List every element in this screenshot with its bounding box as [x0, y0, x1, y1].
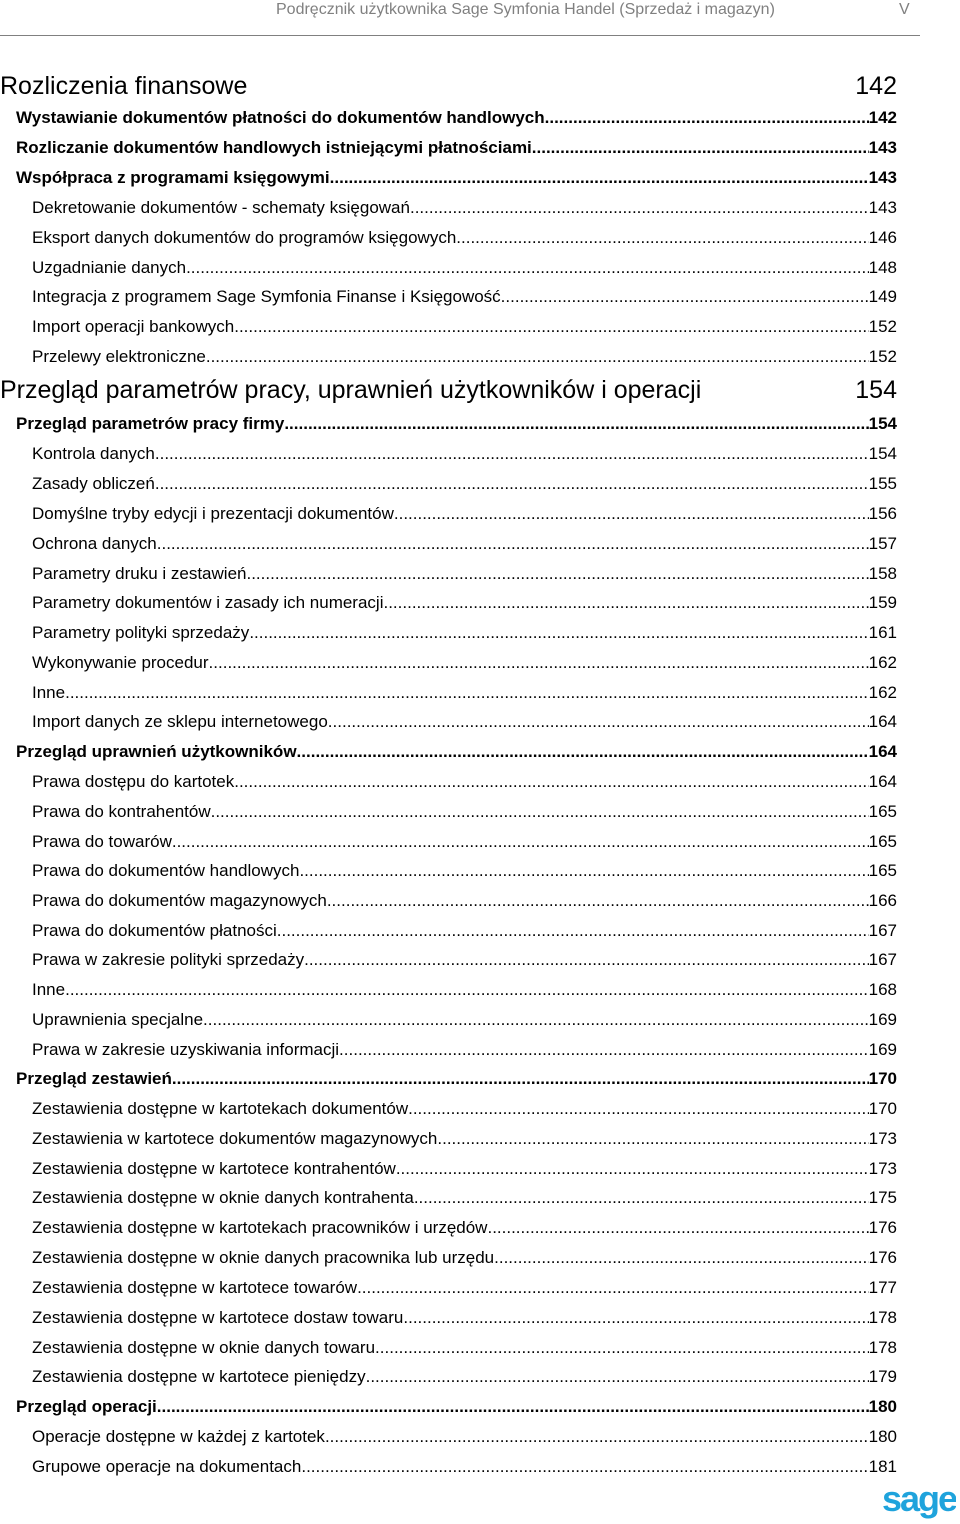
- toc-entry-title: Przegląd uprawnień użytkowników: [16, 742, 297, 761]
- toc-leader-dots: [304, 950, 869, 970]
- toc-leader-dots: [234, 772, 868, 792]
- toc-entry[interactable]: [32, 198, 897, 218]
- toc-entry-title: Zasady obliczeń: [32, 474, 155, 493]
- toc-leader-dots: [155, 474, 869, 494]
- toc-entry[interactable]: [32, 921, 897, 941]
- toc-entry[interactable]: [32, 861, 897, 881]
- toc-entry[interactable]: [32, 1338, 897, 1358]
- toc-entry-page: 143: [868, 168, 897, 187]
- toc-entry-title: Inne: [32, 683, 66, 702]
- toc-entry[interactable]: [32, 534, 897, 554]
- toc-entry[interactable]: [32, 1218, 897, 1238]
- toc-entry-page: 143: [868, 138, 897, 157]
- toc-entry-page: 180: [868, 1397, 897, 1416]
- toc-entry-page: 170: [868, 1069, 897, 1088]
- toc-entry-page: 155: [868, 474, 897, 493]
- toc-entry-title: Domyślne tryby edycji i prezentacji dokumentów: [32, 504, 394, 523]
- toc-entry-title: Współpraca z programami księgowymi: [16, 168, 330, 187]
- toc-entry-title: Prawa w zakresie polityki sprzedaży: [32, 950, 305, 969]
- toc-entry[interactable]: [32, 1040, 897, 1060]
- toc-entry[interactable]: [32, 1248, 897, 1268]
- toc-leader-dots: [456, 228, 868, 248]
- toc-entry[interactable]: [0, 376, 897, 405]
- toc-leader-dots: [65, 980, 869, 1000]
- toc-entry[interactable]: [32, 444, 897, 464]
- toc-entry-title: Zestawienia w kartotece dokumentów magazynowych: [32, 1129, 438, 1148]
- toc-entry-title: Operacje dostępne w każdej z kartotek: [32, 1427, 325, 1446]
- toc-leader-dots: [249, 623, 868, 643]
- toc-leader-dots: [155, 444, 869, 464]
- toc-entry-page: 169: [868, 1040, 897, 1059]
- toc-leader-dots: [325, 1427, 869, 1447]
- toc-entry-title: Przegląd operacji: [16, 1397, 157, 1416]
- toc-entry-page: 142: [868, 108, 897, 127]
- toc-entry[interactable]: [16, 1069, 897, 1089]
- toc-entry-page: 165: [868, 802, 897, 821]
- toc-entry-page: 180: [868, 1427, 897, 1446]
- toc-entry[interactable]: [32, 623, 897, 643]
- toc-entry-title: Zestawienia dostępne w oknie danych towaru: [32, 1338, 376, 1357]
- toc-entry-title: Eksport danych dokumentów do programów księgowych: [32, 228, 457, 247]
- toc-entry[interactable]: [32, 347, 897, 367]
- toc-entry[interactable]: [32, 1278, 897, 1298]
- toc-leader-dots: [172, 1069, 869, 1089]
- toc-entry-title: Prawa do dokumentów magazynowych: [32, 891, 327, 910]
- toc-leader-dots: [545, 108, 869, 128]
- toc-entry-title: Inne: [32, 980, 66, 999]
- toc-entry[interactable]: [32, 317, 897, 337]
- toc-entry-page: 165: [868, 832, 897, 851]
- toc-entry-page: 175: [868, 1188, 897, 1207]
- toc-leader-dots: [494, 1248, 869, 1268]
- toc-entry-page: 161: [868, 623, 897, 642]
- toc-entry[interactable]: [32, 474, 897, 494]
- toc-entry-title: Wykonywanie procedur: [32, 653, 209, 672]
- toc-leader-dots: [157, 1397, 869, 1417]
- toc-entry-title: Parametry polityki sprzedaży: [32, 623, 250, 642]
- toc-entry[interactable]: [32, 1010, 897, 1030]
- toc-entry-page: 168: [868, 980, 897, 999]
- toc-entry[interactable]: [32, 564, 897, 584]
- toc-entry-title: Parametry dokumentów i zasady ich numeracji: [32, 593, 384, 612]
- toc-entry-title: Przegląd zestawień: [16, 1069, 172, 1088]
- toc-entry-page: 178: [868, 1338, 897, 1357]
- toc-entry[interactable]: [32, 980, 897, 1000]
- toc-leader-dots: [403, 1308, 868, 1328]
- toc-entry[interactable]: [32, 1159, 897, 1179]
- toc-entry[interactable]: [32, 1129, 897, 1149]
- toc-entry-page: 152: [868, 347, 897, 366]
- toc-leader-dots: [234, 317, 868, 337]
- toc-entry-page: 164: [868, 772, 897, 791]
- toc-entry[interactable]: [16, 138, 897, 158]
- toc-leader-dots: [186, 258, 869, 278]
- toc-entry-title: Rozliczenia finansowe: [0, 72, 248, 100]
- toc-entry-title: Przegląd parametrów pracy firmy: [16, 414, 285, 433]
- toc-leader-dots: [339, 1040, 869, 1060]
- toc-entry-title: Import danych ze sklepu internetowego: [32, 712, 328, 731]
- toc-leader-dots: [209, 653, 869, 673]
- toc-entry-page: 143: [868, 198, 897, 217]
- toc-leader-dots: [299, 861, 868, 881]
- toc-entry[interactable]: [32, 1457, 897, 1477]
- toc-entry[interactable]: [16, 414, 897, 434]
- toc-leader-dots: [408, 1099, 869, 1119]
- toc-leader-dots: [246, 564, 868, 584]
- toc-entry-title: Parametry druku i zestawień: [32, 564, 247, 583]
- toc-entry-page: 157: [868, 534, 897, 553]
- toc-entry-title: Przegląd parametrów pracy, uprawnień użytkowników i operacji: [0, 376, 702, 404]
- toc-entry-title: Ochrona danych: [32, 534, 157, 553]
- toc-entry-title: Kontrola danych: [32, 444, 155, 463]
- toc-leader-dots: [172, 832, 869, 852]
- toc-entry-title: Prawa do dokumentów płatności: [32, 921, 277, 940]
- toc-entry-page: 164: [868, 742, 897, 761]
- toc-leader-dots: [366, 1367, 869, 1387]
- toc-entry[interactable]: [32, 653, 897, 673]
- toc-entry-page: 176: [868, 1248, 897, 1267]
- toc-entry-title: Zestawienia dostępne w oknie danych pracownika lub urzędu: [32, 1248, 495, 1267]
- toc-entry[interactable]: [32, 891, 897, 911]
- toc-entry-title: Prawa do dokumentów handlowych: [32, 861, 300, 880]
- toc-entry[interactable]: [32, 1099, 897, 1119]
- toc-leader-dots: [437, 1129, 868, 1149]
- toc-entry-title: Zestawienia dostępne w kartotece dostaw towaru: [32, 1308, 404, 1327]
- toc-entry-page: 146: [868, 228, 897, 247]
- toc-entry-page: 156: [868, 504, 897, 523]
- page-header: [0, 0, 920, 36]
- toc-leader-dots: [501, 287, 869, 307]
- toc-leader-dots: [157, 534, 869, 554]
- toc-entry[interactable]: [32, 1427, 897, 1447]
- toc-entry[interactable]: [32, 1308, 897, 1328]
- toc-leader-dots: [328, 712, 869, 732]
- toc-leader-dots: [383, 593, 868, 613]
- toc-leader-dots: [487, 1218, 868, 1238]
- toc-entry-page: 173: [868, 1129, 897, 1148]
- toc-entry-page: 154: [855, 376, 897, 404]
- toc-entry-page: 165: [868, 861, 897, 880]
- toc-entry-title: Uzgadnianie danych: [32, 258, 187, 277]
- toc-entry[interactable]: [32, 593, 897, 613]
- toc-entry-title: Zestawienia dostępne w kartotece towarów: [32, 1278, 358, 1297]
- toc-entry-page: 159: [868, 593, 897, 612]
- toc-leader-dots: [206, 347, 869, 367]
- toc-entry-page: 148: [868, 258, 897, 277]
- toc-leader-dots: [396, 1159, 869, 1179]
- toc-entry-title: Rozliczanie dokumentów handlowych istniejącymi płatnościami: [16, 138, 532, 157]
- toc-leader-dots: [394, 504, 869, 524]
- toc-leader-dots: [301, 1457, 868, 1477]
- toc-entry-title: Uprawnienia specjalne: [32, 1010, 204, 1029]
- toc-entry-page: 167: [868, 950, 897, 969]
- toc-leader-dots: [357, 1278, 869, 1298]
- toc-entry[interactable]: [32, 712, 897, 732]
- toc-leader-dots: [330, 168, 869, 188]
- toc-entry-title: Zestawienia dostępne w kartotece kontrahentów: [32, 1159, 396, 1178]
- toc-entry-title: Prawa do towarów: [32, 832, 172, 851]
- toc-entry-page: 158: [868, 564, 897, 583]
- toc-entry-title: Dekretowanie dokumentów - schematy księgowań: [32, 198, 410, 217]
- toc-entry[interactable]: [16, 1397, 897, 1417]
- toc-entry[interactable]: [32, 950, 897, 970]
- toc-entry[interactable]: [32, 228, 897, 248]
- toc-entry-page: 154: [868, 444, 897, 463]
- toc-entry-page: 166: [868, 891, 897, 910]
- toc-entry[interactable]: [32, 832, 897, 852]
- toc-leader-dots: [410, 198, 869, 218]
- toc-leader-dots: [211, 802, 869, 822]
- toc-entry-page: 154: [868, 414, 897, 433]
- toc-entry-title: Zestawienia dostępne w kartotekach dokumentów: [32, 1099, 409, 1118]
- toc-entry-title: Prawa do kontrahentów: [32, 802, 211, 821]
- toc-entry[interactable]: [32, 772, 897, 792]
- running-header-page-number: V: [899, 1, 910, 18]
- toc-entry-page: 176: [868, 1218, 897, 1237]
- toc-entry[interactable]: [16, 168, 897, 188]
- toc-entry[interactable]: [16, 108, 897, 128]
- toc-entry[interactable]: [32, 1367, 897, 1387]
- toc-entry-page: 169: [868, 1010, 897, 1029]
- toc-entry[interactable]: [16, 742, 897, 762]
- toc-leader-dots: [297, 742, 869, 762]
- toc-entry-title: Grupowe operacje na dokumentach: [32, 1457, 302, 1476]
- toc-entry[interactable]: [32, 802, 897, 822]
- toc-entry-title: Zestawienia dostępne w kartotece pieniędzy: [32, 1367, 366, 1386]
- toc-entry-title: Prawa dostępu do kartotek: [32, 772, 235, 791]
- toc-leader-dots: [414, 1188, 869, 1208]
- toc-entry-page: 181: [868, 1457, 897, 1476]
- running-header-title: Podręcznik użytkownika Sage Symfonia Handel (Sprzedaż i magazyn): [276, 1, 775, 18]
- toc-entry-page: 177: [868, 1278, 897, 1297]
- toc-entry-page: 142: [855, 72, 897, 100]
- toc-leader-dots: [203, 1010, 869, 1030]
- toc-leader-dots: [375, 1338, 869, 1358]
- toc-entry-title: Prawa w zakresie uzyskiwania informacji: [32, 1040, 340, 1059]
- toc-entry[interactable]: [32, 504, 897, 524]
- toc-entry-page: 149: [868, 287, 897, 306]
- toc-entry-page: 162: [868, 683, 897, 702]
- toc-entry[interactable]: [32, 287, 897, 307]
- toc-leader-dots: [277, 921, 869, 941]
- toc-entry-title: Wystawianie dokumentów płatności do dokumentów handlowych: [16, 108, 545, 127]
- toc-entry[interactable]: [0, 72, 897, 101]
- toc-entry[interactable]: [32, 258, 897, 278]
- toc-entry-page: 162: [868, 653, 897, 672]
- toc-entry[interactable]: [32, 1188, 897, 1208]
- toc-entry-title: Integracja z programem Sage Symfonia Finanse i Księgowość: [32, 287, 501, 306]
- toc-leader-dots: [65, 683, 869, 703]
- toc-entry-page: 164: [868, 712, 897, 731]
- toc-entry-page: 167: [868, 921, 897, 940]
- toc-entry-page: 152: [868, 317, 897, 336]
- toc-entry-page: 170: [868, 1099, 897, 1118]
- toc-leader-dots: [284, 414, 868, 434]
- toc-leader-dots: [327, 891, 869, 911]
- toc-leader-dots: [532, 138, 869, 158]
- sage-logo: [880, 1478, 956, 1522]
- toc-entry-title: Przelewy elektroniczne: [32, 347, 206, 366]
- toc-entry[interactable]: [32, 683, 897, 703]
- toc-entry-title: Import operacji bankowych: [32, 317, 235, 336]
- toc-entry-page: 179: [868, 1367, 897, 1386]
- svg-text:sage: sage: [882, 1478, 956, 1519]
- toc-entry-title: Zestawienia dostępne w oknie danych kontrahenta: [32, 1188, 414, 1207]
- toc-entry-page: 173: [868, 1159, 897, 1178]
- toc-entry-page: 178: [868, 1308, 897, 1327]
- toc-entry-title: Zestawienia dostępne w kartotekach pracowników i urzędów: [32, 1218, 488, 1237]
